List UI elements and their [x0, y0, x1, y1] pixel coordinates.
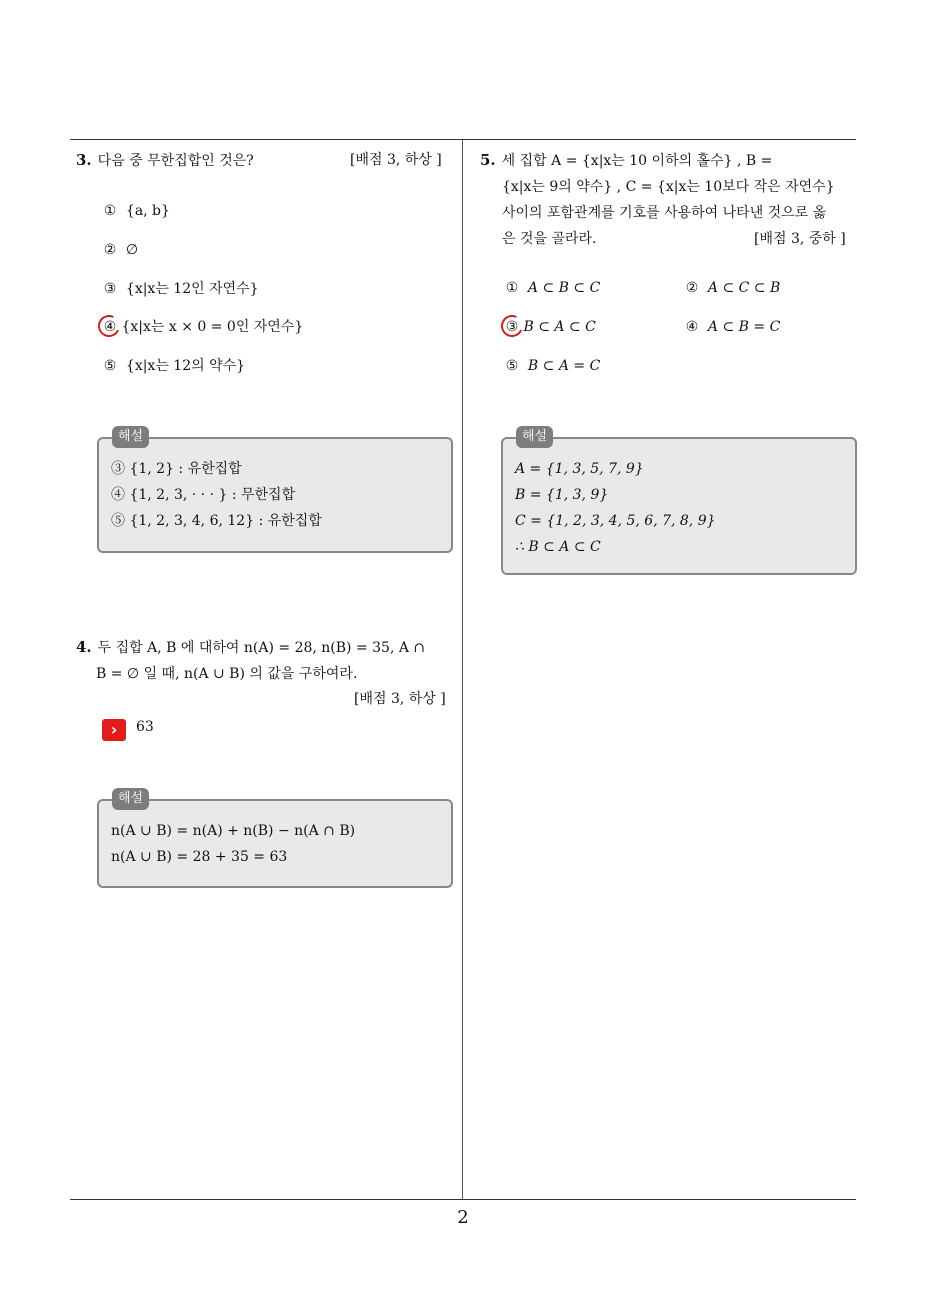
question-5-line-2: {x|x는 9의 약수} , C = {x|x는 10보다 작은 자연수} — [502, 179, 835, 195]
bottom-rule — [70, 1199, 856, 1200]
q5-option-3[interactable]: ③ B ⊂ A ⊂ C — [505, 319, 596, 335]
question-text: 다음 중 무한집합인 것은? — [97, 153, 254, 169]
q5-solution-box: A = {1, 3, 5, 7, 9} B = {1, 3, 9} C = {1, 2, 3, 4, 5, 6, 7, 8, 9} ∴ B ⊂ A ⊂ C — [501, 437, 857, 575]
q4-solution-tag: 해설 — [112, 788, 149, 810]
q3-option-4[interactable]: ④ {x|x는 x × 0 = 0인 자연수} — [103, 319, 304, 335]
question-4-line-2: B = ∅ 일 때, n(A ∪ B) 의 값을 구하여라. — [96, 666, 358, 682]
question-5-line-4: 은 것을 골라라. — [502, 231, 597, 247]
question-4 — [76, 636, 456, 685]
q5-solution-tag: 해설 — [516, 426, 553, 448]
q5-option-5[interactable]: ⑤ B ⊂ A = C — [505, 358, 601, 374]
q5-option-1[interactable]: ① A ⊂ B ⊂ C — [505, 280, 601, 296]
q3-option-2[interactable]: ② ∅ — [103, 242, 139, 258]
q5-option-2[interactable]: ② A ⊂ C ⊂ B — [685, 280, 781, 296]
q3-option-1[interactable]: ① {a, b} — [103, 203, 170, 219]
q3-option-5[interactable]: ⑤ {x|x는 12의 약수} — [103, 358, 246, 374]
page-number: 2 — [457, 1207, 469, 1228]
q4-answer: 63 — [136, 719, 154, 735]
question-5-meta: [배점 3, 중하 ] — [754, 231, 846, 247]
q3-solution-tag: 해설 — [112, 426, 149, 448]
q5-option-4[interactable]: ④ A ⊂ B = C — [685, 319, 781, 335]
column-divider — [462, 140, 463, 1200]
q4-solution-box: n(A ∪ B) = n(A) + n(B) − n(A ∩ B) n(A ∪ B) = 28 + 35 = 63 — [97, 799, 453, 888]
question-5-line-3: 사이의 포함관계를 기호를 사용하여 나타낸 것으로 옳 — [502, 205, 827, 221]
question-3 — [76, 149, 254, 172]
question-number: 3. — [76, 151, 92, 169]
question-5-line-1: 5. 세 집합 A = {x|x는 10 이하의 홀수} , B = — [480, 151, 773, 169]
q3-solution-box: ③ {1, 2} : 유한집합 ④ {1, 2, 3, · · · } : 무한집합 ⑤ {1, 2, 3, 4, 6, 12} : 유한집합 — [97, 437, 453, 553]
question-4-meta: [배점 3, 하상 ] — [354, 691, 446, 707]
q3-option-3[interactable]: ③ {x|x는 12인 자연수} — [103, 281, 259, 297]
top-rule — [70, 139, 856, 140]
chevron-right-icon: › — [102, 719, 126, 741]
question-3-meta: [배점 3, 하상 ] — [350, 152, 442, 168]
question-4-line-1: 4. 두 집합 A, B 에 대하여 n(A) = 28, n(B) = 35, A ∩ — [76, 638, 426, 656]
